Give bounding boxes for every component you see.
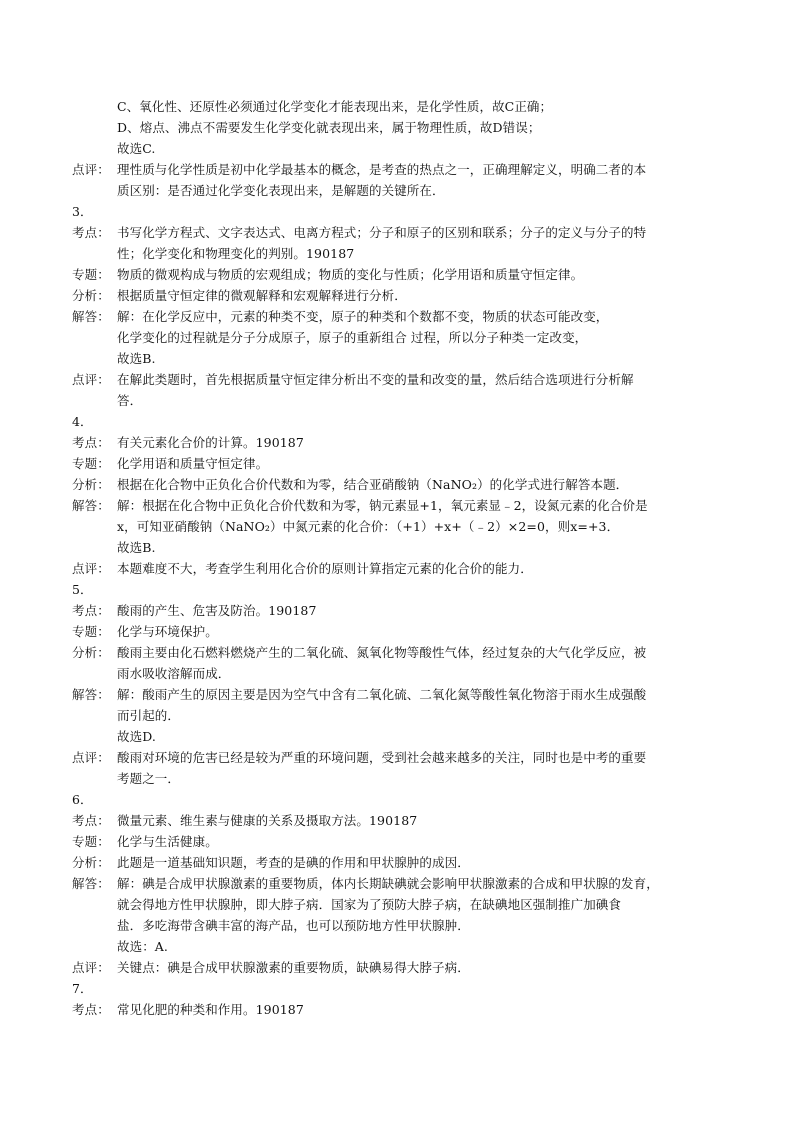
field-text: 关键点：碘是合成甲状腺激素的重要物质，缺碘易得大脖子病．	[117, 960, 470, 975]
question-number-text: 6．	[72, 792, 93, 807]
continuation-text: 故选D.	[117, 729, 156, 744]
field-text: 化学用语和质量守恒定律。	[117, 456, 269, 471]
field-label: 点评：	[72, 561, 110, 576]
field-text: 在解此类题时，首先根据质量守恒定律分析出不变的量和改变的量，然后结合选项进行分析解	[117, 372, 634, 387]
field-label: 点评：	[72, 162, 110, 177]
question-number-text: 3．	[72, 204, 93, 219]
field-text: 有关元素化合价的计算。190187	[117, 435, 304, 450]
field-label: 考点：	[72, 813, 110, 828]
field-label: 解答：	[72, 687, 110, 702]
field-label: 分析：	[72, 645, 110, 660]
field-text: 理性质与化学性质是初中化学最基本的概念，是考查的热点之一，正确理解定义，明确二者的本	[117, 162, 647, 177]
continuation-text: 就会得地方性甲状腺肿，即大脖子病．国家为了预防大脖子病，在缺碘地区强制推广加碘食	[117, 897, 622, 912]
continuation-text: 雨水吸收溶解而成．	[117, 666, 231, 681]
field-text: 此题是一道基础知识题，考查的是碘的作用和甲状腺肿的成因．	[117, 855, 470, 870]
field-text: 本题难度不大，考查学生利用化合价的原则计算指定元素的化合价的能力．	[117, 561, 533, 576]
field-label: 分析：	[72, 855, 110, 870]
question-number-text: 4．	[72, 414, 93, 429]
field-text: 解：根据在化合物中正负化合价代数和为零，钠元素显+1，氧元素显﹣2，设氮元素的化合价是	[117, 498, 648, 513]
field-label: 点评：	[72, 372, 110, 387]
field-label: 专题：	[72, 456, 110, 471]
continuation-text: 答．	[117, 393, 143, 408]
continuation-text: C、氧化性、还原性必须通过化学变化才能表现出来，是化学性质，故C正确；	[117, 99, 553, 114]
field-label: 考点：	[72, 225, 110, 240]
continuation-text: 而引起的．	[117, 708, 181, 723]
question-number-text: 5．	[72, 582, 93, 597]
question-number-text: 7．	[72, 981, 93, 996]
continuation-text: 性；化学变化和物理变化的判别。190187	[117, 246, 355, 261]
continuation-text: 盐．多吃海带含碘丰富的海产品，也可以预防地方性甲状腺肿．	[117, 918, 470, 933]
field-text: 解：在化学反应中，元素的种类不变，原子的种类和个数都不变，物质的状态可能改变，	[117, 309, 609, 324]
field-text: 化学与生活健康。	[117, 834, 218, 849]
field-text: 化学与环境保护。	[117, 624, 218, 639]
continuation-text: 故选B.	[117, 351, 156, 366]
continuation-text: 故选B.	[117, 540, 156, 555]
field-text: 酸雨对环境的危害已经是较为严重的环境问题，受到社会越来越多的关注，同时也是中考的重要	[117, 750, 647, 765]
continuation-text: 故选：A.	[117, 939, 169, 954]
continuation-text: 故选C.	[117, 141, 156, 156]
continuation-text: 化学变化的过程就是分子分成原子，原子的重新组合 过程，所以分子种类一定改变，	[117, 330, 588, 345]
field-label: 专题：	[72, 624, 110, 639]
field-label: 分析：	[72, 477, 110, 492]
field-text: 解：酸雨产生的原因主要是因为空气中含有二氧化硫、二氧化氮等酸性氧化物溶于雨水生成强酸	[117, 687, 647, 702]
field-label: 点评：	[72, 750, 110, 765]
field-label: 解答：	[72, 876, 110, 891]
field-text: 酸雨主要由化石燃料燃烧产生的二氧化硫、氮氧化物等酸性气体，经过复杂的大气化学反应，被	[117, 645, 647, 660]
continuation-text: 考题之一．	[117, 771, 181, 786]
field-label: 分析：	[72, 288, 110, 303]
field-text: 根据在化合物中正负化合价代数和为零，结合亚硝酸钠（NaNO₂）的化学式进行解答本题．	[117, 477, 629, 492]
field-label: 解答：	[72, 498, 110, 513]
field-text: 书写化学方程式、文字表达式、电离方程式；分子和原子的区别和联系；分子的定义与分子的特	[117, 225, 647, 240]
field-label: 解答：	[72, 309, 110, 324]
continuation-text: D、熔点、沸点不需要发生化学变化就表现出来，属于物理性质，故D错误；	[117, 120, 541, 135]
field-text: 物质的微观构成与物质的宏观组成；物质的变化与性质；化学用语和质量守恒定律。	[117, 267, 584, 282]
field-text: 微量元素、维生素与健康的关系及摄取方法。190187	[117, 813, 418, 828]
field-text: 酸雨的产生、危害及防治。190187	[117, 603, 317, 618]
field-label: 专题：	[72, 267, 110, 282]
field-label: 考点：	[72, 603, 110, 618]
continuation-text: x，可知亚硝酸钠（NaNO₂）中氮元素的化合价：（+1）+x+（﹣2）×2=0，则x=+3．	[117, 519, 620, 534]
field-text: 根据质量守恒定律的微观解释和宏观解释进行分析．	[117, 288, 407, 303]
field-label: 点评：	[72, 960, 110, 975]
field-text: 解：碘是合成甲状腺激素的重要物质，体内长期缺碘就会影响甲状腺激素的合成和甲状腺的发育，	[117, 876, 659, 891]
field-label: 考点：	[72, 1002, 110, 1017]
field-label: 考点：	[72, 435, 110, 450]
field-label: 专题：	[72, 834, 110, 849]
field-text: 常见化肥的种类和作用。190187	[117, 1002, 304, 1017]
continuation-text: 质区别：是否通过化学变化表现出来，是解题的关键所在．	[117, 183, 445, 198]
